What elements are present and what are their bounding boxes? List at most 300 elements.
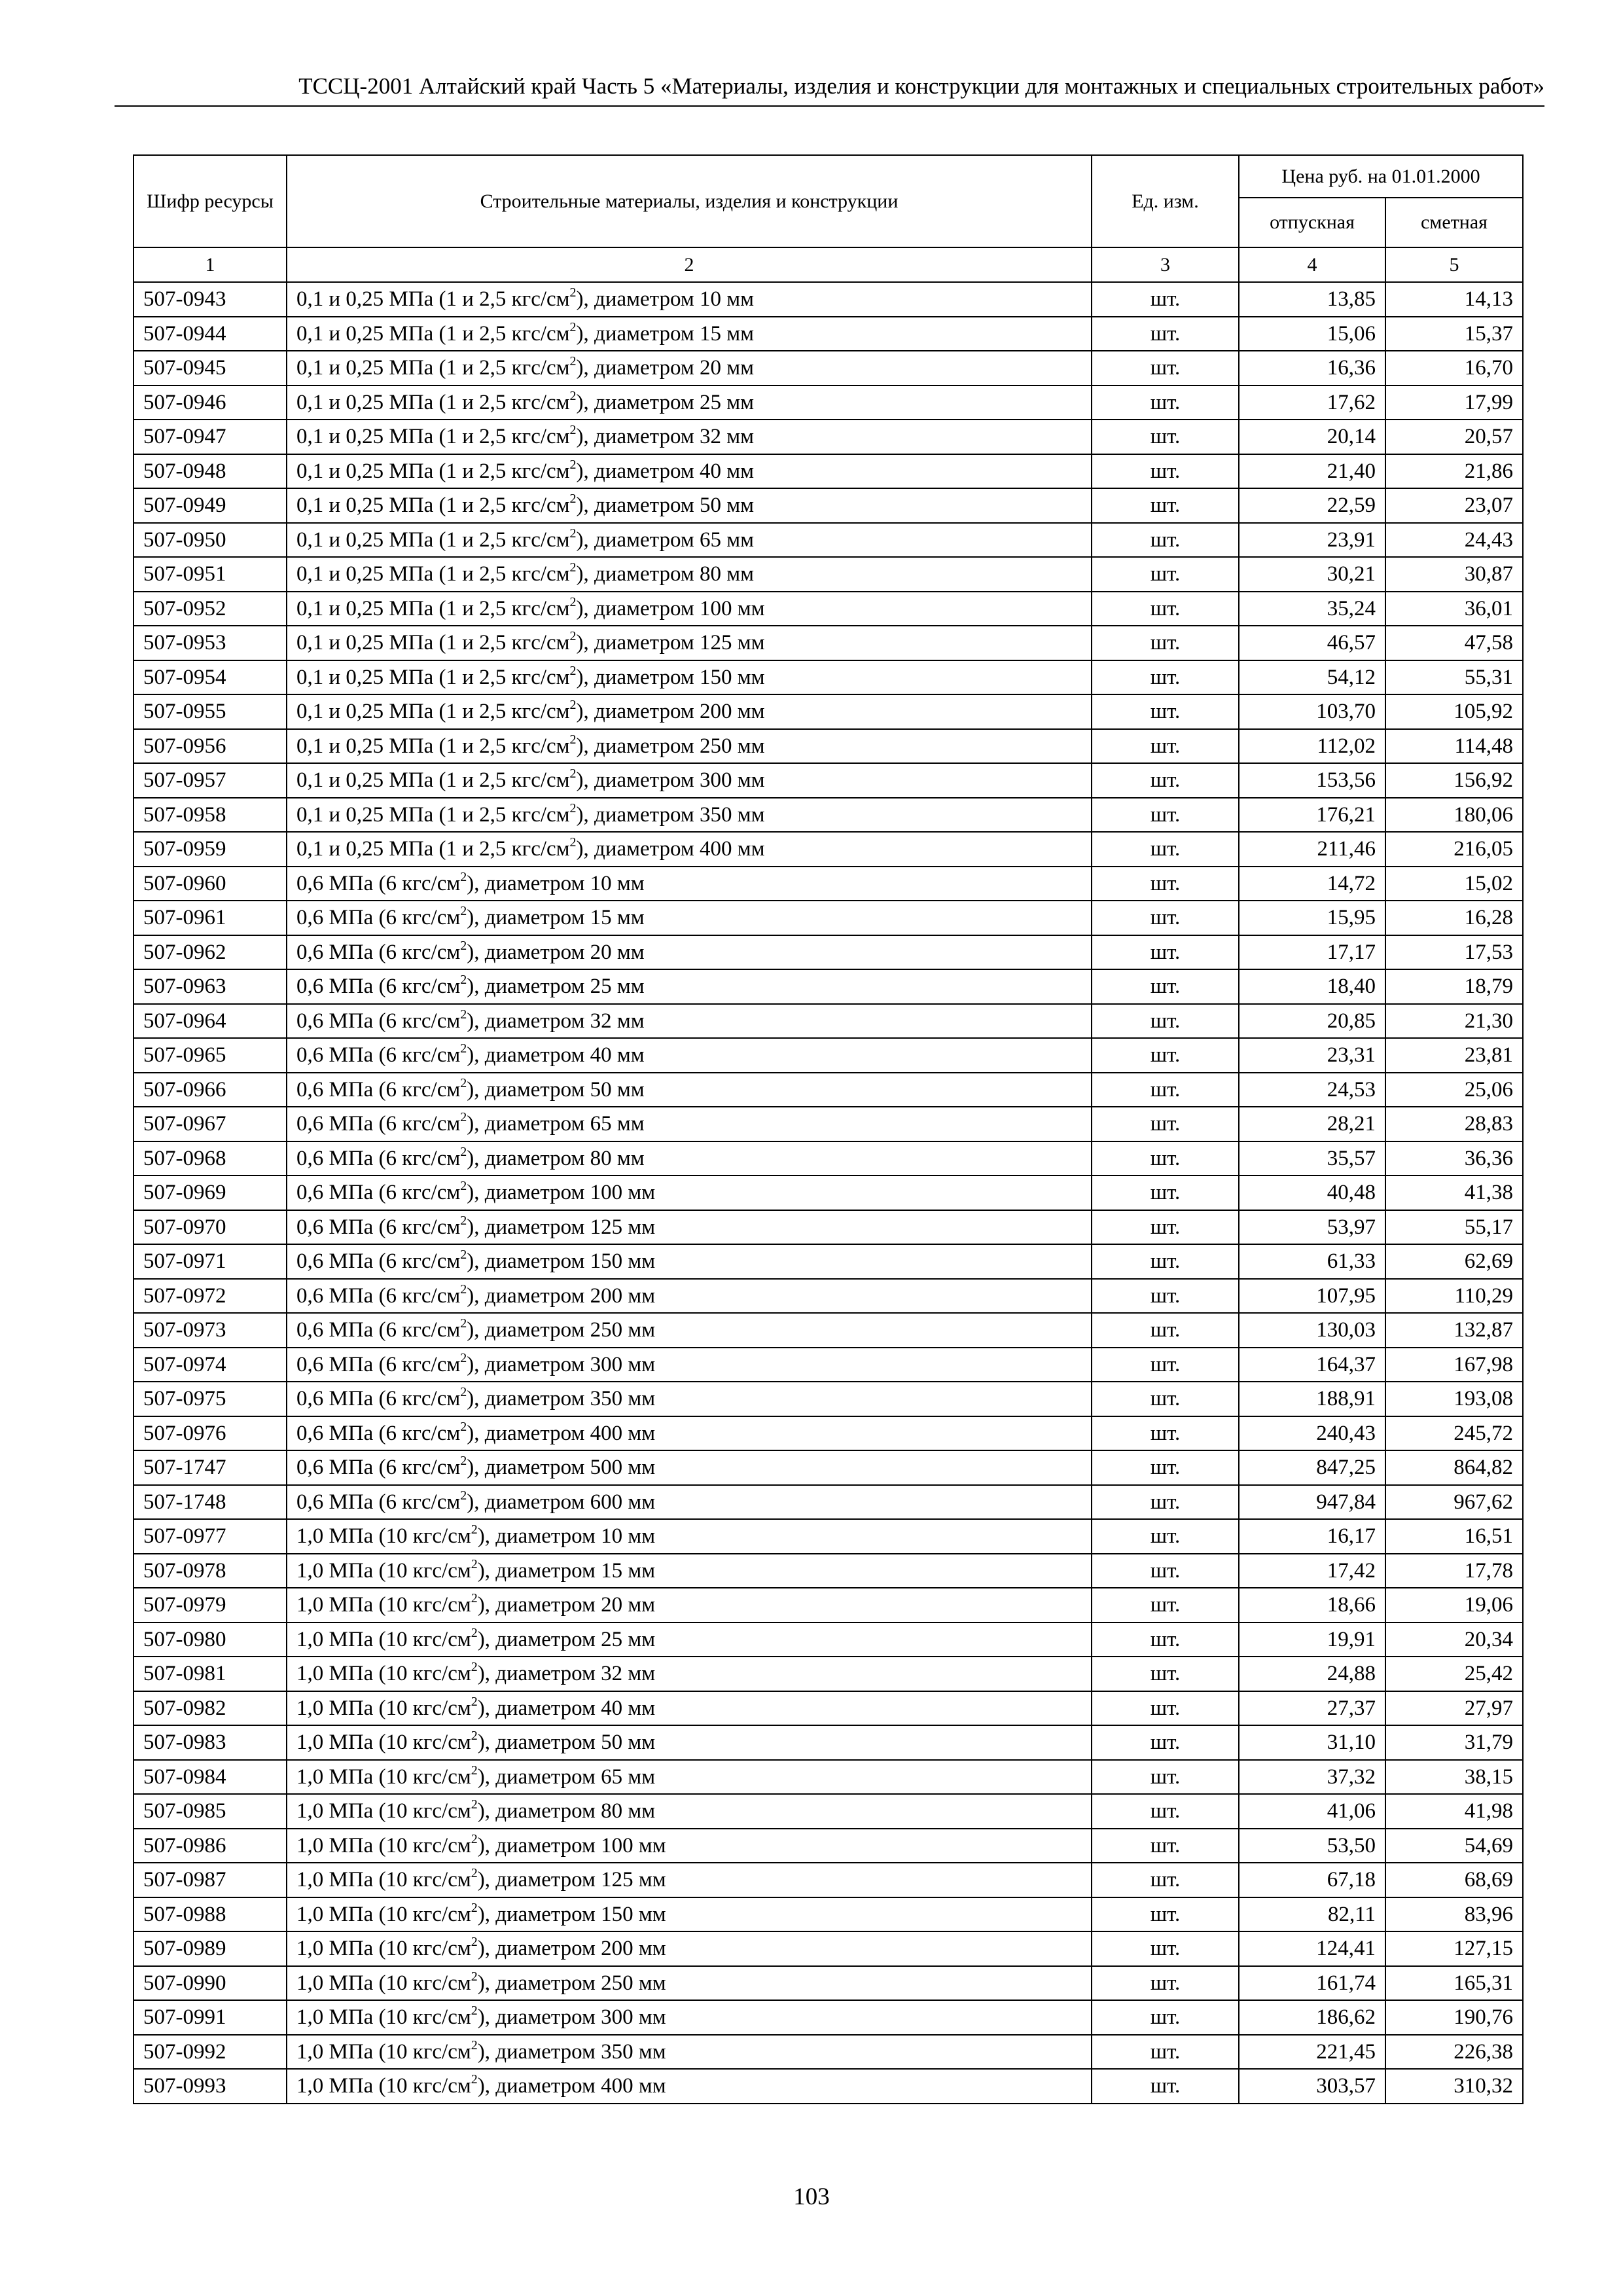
material-name-diameter: ), диаметром 125 мм <box>477 1868 666 1892</box>
estimate-price: 15,02 <box>1385 867 1523 901</box>
release-price: 17,42 <box>1239 1554 1385 1588</box>
unit-of-measure: шт. <box>1092 351 1239 386</box>
table-row <box>134 2000 1523 2035</box>
resource-code: 507-0952 <box>134 592 287 626</box>
material-name <box>287 798 1092 833</box>
material-name-text: 1,0 МПа (10 кгс/см <box>296 2039 471 2064</box>
release-price: 124,41 <box>1239 1931 1385 1966</box>
material-name-diameter: ), диаметром 10 мм <box>477 1524 656 1549</box>
material-name <box>287 969 1092 1004</box>
release-price: 211,46 <box>1239 832 1385 867</box>
unit-of-measure: шт. <box>1092 557 1239 592</box>
material-name <box>287 2069 1092 2104</box>
unit-exponent: 2 <box>471 2037 478 2053</box>
material-name-diameter: ), диаметром 40 мм <box>467 1043 645 1067</box>
material-name-text: 0,1 и 0,25 МПа (1 и 2,5 кгс/см <box>296 528 570 552</box>
material-name-diameter: ), диаметром 300 мм <box>477 2005 666 2030</box>
estimate-price: 20,57 <box>1385 420 1523 454</box>
table-row <box>134 1038 1523 1073</box>
column-number: 5 <box>1385 247 1523 282</box>
estimate-price: 36,01 <box>1385 592 1523 626</box>
unit-exponent: 2 <box>471 1729 478 1744</box>
unit-exponent: 2 <box>460 1041 467 1056</box>
estimate-price: 21,30 <box>1385 1004 1523 1039</box>
unit-of-measure: шт. <box>1092 1760 1239 1795</box>
unit-of-measure: шт. <box>1092 1004 1239 1039</box>
release-price: 22,59 <box>1239 488 1385 523</box>
material-name <box>287 1554 1092 1588</box>
release-price: 153,56 <box>1239 763 1385 798</box>
release-price: 24,53 <box>1239 1073 1385 1107</box>
table-row <box>134 763 1523 798</box>
material-name-text: 0,1 и 0,25 МПа (1 и 2,5 кгс/см <box>296 562 570 586</box>
unit-exponent: 2 <box>569 319 577 334</box>
material-name-diameter: ), диаметром 80 мм <box>576 562 755 586</box>
material-name-text: 1,0 МПа (10 кгс/см <box>296 1799 471 1823</box>
table-row <box>134 1175 1523 1210</box>
estimate-price: 55,31 <box>1385 660 1523 695</box>
material-name-text: 0,6 МПа (6 кгс/см <box>296 1112 461 1136</box>
resource-code: 507-0947 <box>134 420 287 454</box>
unit-exponent: 2 <box>569 388 577 403</box>
unit-of-measure: шт. <box>1092 832 1239 867</box>
material-name-text: 1,0 МПа (10 кгс/см <box>296 2005 471 2030</box>
unit-exponent: 2 <box>460 1144 467 1159</box>
unit-of-measure: шт. <box>1092 626 1239 660</box>
material-name <box>287 1175 1092 1210</box>
resource-code: 507-0973 <box>134 1313 287 1348</box>
material-name-diameter: ), диаметром 250 мм <box>467 1318 656 1342</box>
material-name <box>287 1348 1092 1382</box>
estimate-price: 20,34 <box>1385 1623 1523 1657</box>
material-name-text: 0,6 МПа (6 кгс/см <box>296 1352 461 1376</box>
resource-code: 507-0993 <box>134 2069 287 2104</box>
material-name-text: 0,6 МПа (6 кгс/см <box>296 1387 461 1411</box>
unit-of-measure: шт. <box>1092 1348 1239 1382</box>
unit-of-measure: шт. <box>1092 2069 1239 2104</box>
table-row <box>134 694 1523 729</box>
material-name-diameter: ), диаметром 32 мм <box>467 1009 645 1033</box>
material-name-diameter: ), диаметром 10 мм <box>576 287 755 312</box>
release-price: 82,11 <box>1239 1897 1385 1932</box>
unit-exponent: 2 <box>569 285 577 300</box>
material-name-diameter: ), диаметром 25 мм <box>477 1627 656 1651</box>
material-name-diameter: ), диаметром 25 мм <box>467 975 645 999</box>
release-price: 24,88 <box>1239 1657 1385 1691</box>
unit-of-measure: шт. <box>1092 1519 1239 1554</box>
unit-of-measure: шт. <box>1092 317 1239 351</box>
material-name-text: 0,6 МПа (6 кгс/см <box>296 1490 461 1514</box>
material-name-text: 1,0 МПа (10 кгс/см <box>296 1868 471 1892</box>
unit-exponent: 2 <box>471 1660 478 1675</box>
unit-exponent: 2 <box>569 629 577 644</box>
material-name <box>287 1794 1092 1829</box>
material-name-diameter: ), диаметром 32 мм <box>576 425 755 449</box>
material-name-text: 0,6 МПа (6 кгс/см <box>296 1318 461 1342</box>
unit-of-measure: шт. <box>1092 523 1239 558</box>
release-price: 40,48 <box>1239 1175 1385 1210</box>
material-name-text: 1,0 МПа (10 кгс/см <box>296 1593 471 1617</box>
material-name-diameter: ), диаметром 350 мм <box>477 2039 666 2064</box>
resource-code: 507-0989 <box>134 1931 287 1966</box>
resource-code: 507-0986 <box>134 1829 287 1863</box>
unit-of-measure: шт. <box>1092 2000 1239 2035</box>
material-name-diameter: ), диаметром 10 мм <box>467 871 645 895</box>
estimate-price: 245,72 <box>1385 1416 1523 1451</box>
release-price: 37,32 <box>1239 1760 1385 1795</box>
estimate-price: 226,38 <box>1385 2035 1523 2070</box>
resource-code: 507-0970 <box>134 1210 287 1245</box>
estimate-price: 127,15 <box>1385 1931 1523 1966</box>
material-name-text: 0,1 и 0,25 МПа (1 и 2,5 кгс/см <box>296 665 570 689</box>
release-price: 847,25 <box>1239 1450 1385 1485</box>
material-name-text: 0,6 МПа (6 кгс/см <box>296 1009 461 1033</box>
estimate-price: 25,42 <box>1385 1657 1523 1691</box>
material-name-diameter: ), диаметром 300 мм <box>467 1352 656 1376</box>
resource-code: 507-0956 <box>134 729 287 764</box>
column-header-estimate-price: сметная <box>1385 198 1523 247</box>
resource-code: 507-0971 <box>134 1244 287 1279</box>
estimate-price: 19,06 <box>1385 1588 1523 1623</box>
column-header-name: Строительные материалы, изделия и конструкции <box>287 155 1092 247</box>
unit-of-measure: шт. <box>1092 1485 1239 1520</box>
material-name-text: 0,1 и 0,25 МПа (1 и 2,5 кгс/см <box>296 356 570 380</box>
estimate-price: 28,83 <box>1385 1107 1523 1141</box>
material-name-text: 0,1 и 0,25 МПа (1 и 2,5 кгс/см <box>296 596 570 620</box>
release-price: 18,66 <box>1239 1588 1385 1623</box>
material-name-text: 1,0 МПа (10 кгс/см <box>296 1971 471 1995</box>
resource-code: 507-0987 <box>134 1863 287 1897</box>
material-name-diameter: ), диаметром 32 мм <box>477 1662 656 1686</box>
material-name-text: 0,1 и 0,25 МПа (1 и 2,5 кгс/см <box>296 768 570 793</box>
material-name <box>287 1691 1092 1726</box>
table-row <box>134 660 1523 695</box>
unit-of-measure: шт. <box>1092 1416 1239 1451</box>
release-price: 16,36 <box>1239 351 1385 386</box>
material-name <box>287 1623 1092 1657</box>
resource-code: 507-0968 <box>134 1141 287 1176</box>
release-price: 14,72 <box>1239 867 1385 901</box>
release-price: 53,50 <box>1239 1829 1385 1863</box>
unit-exponent: 2 <box>569 492 577 507</box>
release-price: 41,06 <box>1239 1794 1385 1829</box>
unit-exponent: 2 <box>460 1282 467 1297</box>
estimate-price: 54,69 <box>1385 1829 1523 1863</box>
resource-code: 507-0949 <box>134 488 287 523</box>
estimate-price: 23,81 <box>1385 1038 1523 1073</box>
material-name-text: 0,6 МПа (6 кгс/см <box>296 940 461 964</box>
unit-of-measure: шт. <box>1092 1931 1239 1966</box>
unit-of-measure: шт. <box>1092 1382 1239 1416</box>
unit-exponent: 2 <box>460 1247 467 1263</box>
unit-exponent: 2 <box>471 1797 478 1812</box>
material-name-diameter: ), диаметром 125 мм <box>467 1215 656 1239</box>
table-row <box>134 867 1523 901</box>
unit-exponent: 2 <box>460 1316 467 1331</box>
material-name <box>287 1725 1092 1760</box>
resource-code: 507-0955 <box>134 694 287 729</box>
resource-code: 507-0977 <box>134 1519 287 1554</box>
table-row <box>134 1623 1523 1657</box>
table-row <box>134 317 1523 351</box>
table-row <box>134 1450 1523 1485</box>
material-name-text: 1,0 МПа (10 кгс/см <box>296 1524 471 1549</box>
resource-code: 507-0992 <box>134 2035 287 2070</box>
table-row <box>134 1657 1523 1691</box>
material-name-diameter: ), диаметром 15 мм <box>576 321 755 346</box>
table-row <box>134 798 1523 833</box>
material-name <box>287 454 1092 489</box>
material-name-diameter: ), диаметром 40 мм <box>477 1696 656 1720</box>
estimate-price: 68,69 <box>1385 1863 1523 1897</box>
material-name-diameter: ), диаметром 125 мм <box>576 631 765 655</box>
table-row <box>134 488 1523 523</box>
estimate-price: 132,87 <box>1385 1313 1523 1348</box>
resource-code: 507-0950 <box>134 523 287 558</box>
material-name-diameter: ), диаметром 20 мм <box>477 1593 656 1617</box>
unit-of-measure: шт. <box>1092 867 1239 901</box>
table-row <box>134 1348 1523 1382</box>
material-name-text: 0,1 и 0,25 МПа (1 и 2,5 кгс/см <box>296 493 570 518</box>
unit-of-measure: шт. <box>1092 1313 1239 1348</box>
material-name <box>287 1004 1092 1039</box>
unit-of-measure: шт. <box>1092 488 1239 523</box>
unit-of-measure: шт. <box>1092 1691 1239 1726</box>
release-price: 53,97 <box>1239 1210 1385 1245</box>
material-name-diameter: ), диаметром 400 мм <box>467 1421 656 1445</box>
resource-code: 507-0960 <box>134 867 287 901</box>
table-row <box>134 1004 1523 1039</box>
material-name-text: 0,6 МПа (6 кгс/см <box>296 906 461 930</box>
resource-code: 507-0945 <box>134 351 287 386</box>
table-row <box>134 1794 1523 1829</box>
material-name-diameter: ), диаметром 40 мм <box>576 459 755 483</box>
unit-of-measure: шт. <box>1092 592 1239 626</box>
resource-code: 507-0951 <box>134 557 287 592</box>
unit-of-measure: шт. <box>1092 969 1239 1004</box>
material-name <box>287 2000 1092 2035</box>
unit-of-measure: шт. <box>1092 729 1239 764</box>
table-row <box>134 1863 1523 1897</box>
table-row <box>134 557 1523 592</box>
material-name-diameter: ), диаметром 150 мм <box>477 1902 666 1926</box>
unit-of-measure: шт. <box>1092 1038 1239 1073</box>
unit-exponent: 2 <box>569 698 577 713</box>
material-name <box>287 1073 1092 1107</box>
table-row <box>134 282 1523 317</box>
material-name-diameter: ), диаметром 50 мм <box>477 1731 656 1755</box>
table-row <box>134 1588 1523 1623</box>
material-name <box>287 1760 1092 1795</box>
table-row <box>134 626 1523 660</box>
material-name <box>287 1382 1092 1416</box>
table-row <box>134 2035 1523 2070</box>
unit-of-measure: шт. <box>1092 1107 1239 1141</box>
release-price: 35,24 <box>1239 592 1385 626</box>
material-name <box>287 488 1092 523</box>
unit-of-measure: шт. <box>1092 1829 1239 1863</box>
release-price: 240,43 <box>1239 1416 1385 1451</box>
material-name-diameter: ), диаметром 80 мм <box>477 1799 656 1823</box>
material-name-text: 0,6 МПа (6 кгс/см <box>296 975 461 999</box>
estimate-price: 156,92 <box>1385 763 1523 798</box>
unit-exponent: 2 <box>569 526 577 541</box>
material-name-diameter: ), диаметром 100 мм <box>477 1833 666 1857</box>
estimate-price: 17,99 <box>1385 386 1523 420</box>
unit-exponent: 2 <box>460 1075 467 1090</box>
material-name-diameter: ), диаметром 15 мм <box>467 906 645 930</box>
material-name-text: 0,6 МПа (6 кгс/см <box>296 1077 461 1102</box>
unit-exponent: 2 <box>569 423 577 438</box>
estimate-price: 310,32 <box>1385 2069 1523 2104</box>
material-name-diameter: ), диаметром 80 мм <box>467 1146 645 1170</box>
material-name <box>287 1485 1092 1520</box>
material-name-text: 1,0 МПа (10 кгс/см <box>296 1558 471 1583</box>
release-price: 161,74 <box>1239 1966 1385 2001</box>
material-name <box>287 386 1092 420</box>
table-row <box>134 592 1523 626</box>
unit-exponent: 2 <box>460 973 467 988</box>
release-price: 27,37 <box>1239 1691 1385 1726</box>
release-price: 18,40 <box>1239 969 1385 1004</box>
estimate-price: 21,86 <box>1385 454 1523 489</box>
resource-code: 507-0958 <box>134 798 287 833</box>
estimate-price: 967,62 <box>1385 1485 1523 1520</box>
material-name-diameter: ), диаметром 25 мм <box>576 390 755 414</box>
table-row <box>134 1760 1523 1795</box>
estimate-price: 216,05 <box>1385 832 1523 867</box>
resource-code: 507-0974 <box>134 1348 287 1382</box>
unit-exponent: 2 <box>460 1179 467 1194</box>
release-price: 23,91 <box>1239 523 1385 558</box>
release-price: 35,57 <box>1239 1141 1385 1176</box>
material-name-text: 0,6 МПа (6 кгс/см <box>296 871 461 895</box>
unit-of-measure: шт. <box>1092 901 1239 935</box>
resource-code: 507-1748 <box>134 1485 287 1520</box>
table-row <box>134 1279 1523 1314</box>
material-name <box>287 523 1092 558</box>
resource-code: 507-0953 <box>134 626 287 660</box>
table-row <box>134 1485 1523 1520</box>
table-row <box>134 1210 1523 1245</box>
material-name-diameter: ), диаметром 350 мм <box>467 1387 656 1411</box>
table-row <box>134 1313 1523 1348</box>
material-name <box>287 1244 1092 1279</box>
material-name <box>287 1210 1092 1245</box>
material-name-diameter: ), диаметром 500 мм <box>467 1456 656 1480</box>
resource-code: 507-0961 <box>134 901 287 935</box>
release-price: 20,85 <box>1239 1004 1385 1039</box>
header-divider <box>115 105 1544 107</box>
estimate-price: 25,06 <box>1385 1073 1523 1107</box>
column-number-row <box>134 247 1523 282</box>
table-row <box>134 969 1523 1004</box>
unit-of-measure: шт. <box>1092 1794 1239 1829</box>
unit-of-measure: шт. <box>1092 1210 1239 1245</box>
price-table <box>133 154 1524 2104</box>
material-name-text: 0,6 МПа (6 кгс/см <box>296 1181 461 1205</box>
material-name-text: 0,6 МПа (6 кгс/см <box>296 1421 461 1445</box>
unit-of-measure: шт. <box>1092 1141 1239 1176</box>
material-name <box>287 1966 1092 2001</box>
unit-exponent: 2 <box>471 1625 478 1640</box>
material-name-text: 0,1 и 0,25 МПа (1 и 2,5 кгс/см <box>296 700 570 724</box>
release-price: 23,31 <box>1239 1038 1385 1073</box>
unit-of-measure: шт. <box>1092 1588 1239 1623</box>
table-row <box>134 1244 1523 1279</box>
table-row <box>134 1382 1523 1416</box>
unit-exponent: 2 <box>471 1556 478 1571</box>
unit-of-measure: шт. <box>1092 1966 1239 2001</box>
resource-code: 507-0982 <box>134 1691 287 1726</box>
release-price: 46,57 <box>1239 626 1385 660</box>
table-row <box>134 1897 1523 1932</box>
material-name <box>287 2035 1092 2070</box>
unit-of-measure: шт. <box>1092 935 1239 970</box>
unit-exponent: 2 <box>460 1385 467 1400</box>
table-row <box>134 1416 1523 1451</box>
column-header-release-price: отпускная <box>1239 198 1385 247</box>
material-name-diameter: ), диаметром 300 мм <box>576 768 765 793</box>
resource-code: 507-0985 <box>134 1794 287 1829</box>
release-price: 103,70 <box>1239 694 1385 729</box>
table-row <box>134 1107 1523 1141</box>
resource-code: 507-0988 <box>134 1897 287 1932</box>
table-row <box>134 901 1523 935</box>
column-number: 2 <box>287 247 1092 282</box>
column-header-code: Шифр ресурсы <box>134 155 287 247</box>
estimate-price: 30,87 <box>1385 557 1523 592</box>
material-name <box>287 729 1092 764</box>
unit-exponent: 2 <box>471 1763 478 1778</box>
material-name <box>287 763 1092 798</box>
resource-code: 507-0962 <box>134 935 287 970</box>
table-row <box>134 351 1523 386</box>
resource-code: 507-0946 <box>134 386 287 420</box>
unit-exponent: 2 <box>471 1866 478 1881</box>
estimate-price: 38,15 <box>1385 1760 1523 1795</box>
unit-of-measure: шт. <box>1092 1244 1239 1279</box>
material-name-diameter: ), диаметром 200 мм <box>576 700 765 724</box>
material-name-text: 0,6 МПа (6 кгс/см <box>296 1215 461 1239</box>
estimate-price: 15,37 <box>1385 317 1523 351</box>
material-name-text: 0,6 МПа (6 кгс/см <box>296 1456 461 1480</box>
release-price: 31,10 <box>1239 1725 1385 1760</box>
resource-code: 507-0978 <box>134 1554 287 1588</box>
release-price: 107,95 <box>1239 1279 1385 1314</box>
material-name-diameter: ), диаметром 65 мм <box>576 528 755 552</box>
estimate-price: 16,70 <box>1385 351 1523 386</box>
estimate-price: 17,53 <box>1385 935 1523 970</box>
table-row <box>134 729 1523 764</box>
material-name <box>287 282 1092 317</box>
unit-of-measure: шт. <box>1092 1657 1239 1691</box>
estimate-price: 180,06 <box>1385 798 1523 833</box>
table-row <box>134 1725 1523 1760</box>
estimate-price: 864,82 <box>1385 1450 1523 1485</box>
material-name-diameter: ), диаметром 250 мм <box>576 734 765 758</box>
table-row <box>134 420 1523 454</box>
release-price: 67,18 <box>1239 1863 1385 1897</box>
material-name-diameter: ), диаметром 250 мм <box>477 1971 666 1995</box>
release-price: 186,62 <box>1239 2000 1385 2035</box>
material-name-diameter: ), диаметром 100 мм <box>576 596 765 620</box>
material-name <box>287 1829 1092 1863</box>
material-name <box>287 351 1092 386</box>
material-name <box>287 935 1092 970</box>
resource-code: 507-0965 <box>134 1038 287 1073</box>
table-row <box>134 1966 1523 2001</box>
